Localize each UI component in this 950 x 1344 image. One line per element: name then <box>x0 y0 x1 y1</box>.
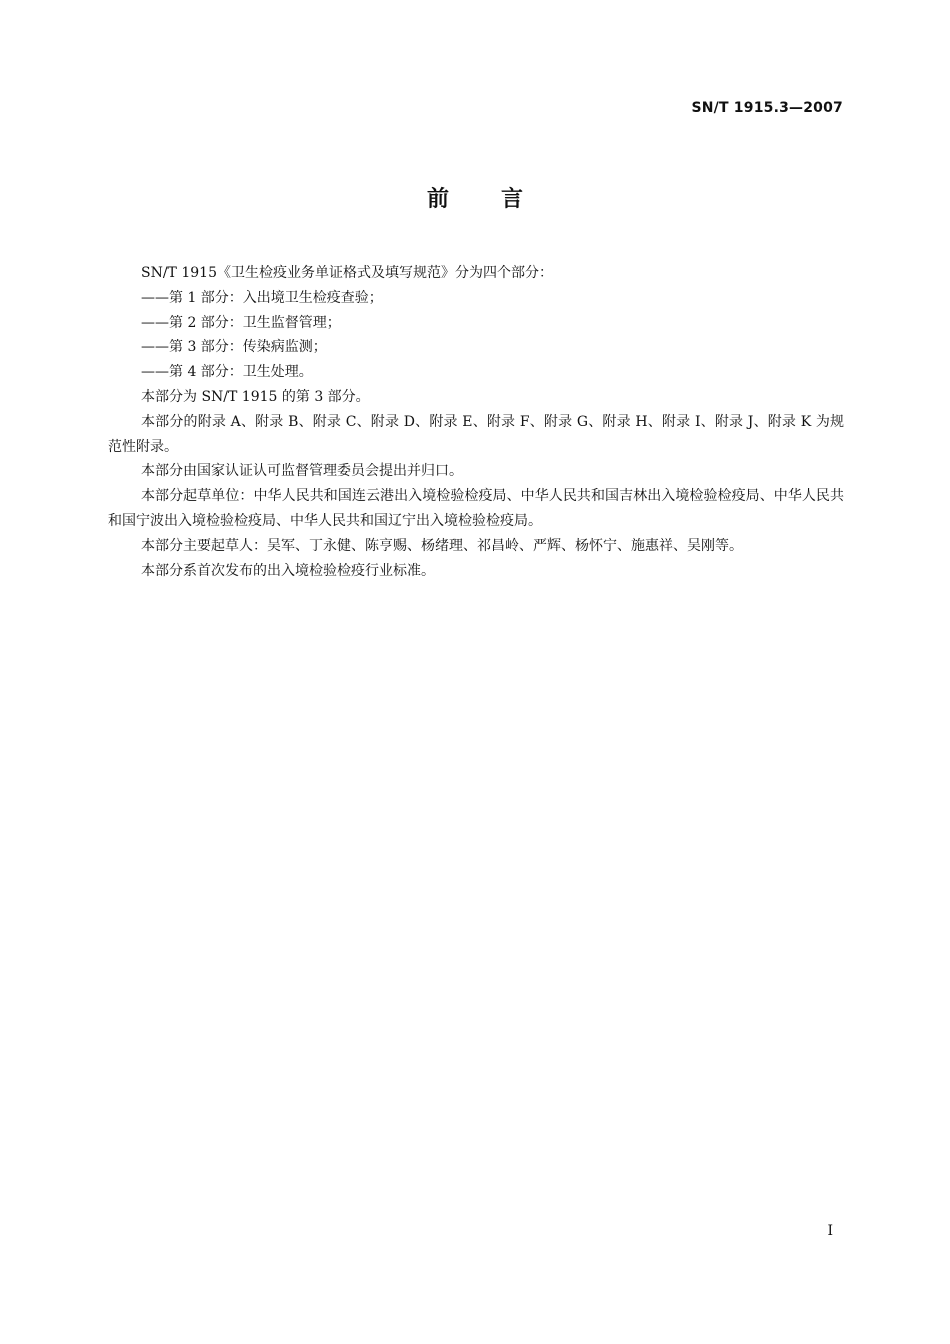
paragraph-proposer: 本部分由国家认证认可监督管理委员会提出并归口。 <box>141 463 463 480</box>
title-char-1: 前 <box>426 187 449 212</box>
page-title <box>0 182 950 213</box>
paragraph-part-4: ——第 4 部分：卫生处理。 <box>141 364 313 381</box>
title-char-2: 言 <box>501 187 524 212</box>
paragraph-part-3: ——第 3 部分：传染病监测； <box>141 339 327 356</box>
foreword-body <box>108 261 844 583</box>
paragraph-drafting-units: 本部分起草单位：中华人民共和国连云港出入境检验检疫局、中华人民共和国吉林出入境检验检疫局、中华人民共和国宁波出入境检验检疫局、中华人民共和国辽宁出入境检验检疫局。 <box>108 488 844 529</box>
page-number: I <box>827 1223 833 1239</box>
paragraph-annexes: 本部分的附录 A、附录 B、附录 C、附录 D、附录 E、附录 F、附录 G、附录 H、附录 I、附录 J、附录 K 为规范性附录。 <box>108 413 844 455</box>
paragraph-this-part: 本部分为 SN/T 1915 的第 3 部分。 <box>141 388 370 405</box>
standard-code: SN/T 1915.3—2007 <box>691 100 843 116</box>
paragraph-first-release: 本部分系首次发布的出入境检验检疫行业标准。 <box>141 562 435 579</box>
paragraph-part-1: ——第 1 部分：入出境卫生检疫查验； <box>141 289 383 306</box>
paragraph-drafters: 本部分主要起草人：吴军、丁永健、陈亨赐、杨绪理、祁昌岭、严辉、杨怀宁、施惠祥、吴刚等。 <box>141 537 743 554</box>
paragraph-part-2: ——第 2 部分：卫生监督管理； <box>141 314 341 331</box>
paragraph-parts-intro: SN/T 1915《卫生检疫业务单证格式及填写规范》分为四个部分： <box>141 265 553 281</box>
